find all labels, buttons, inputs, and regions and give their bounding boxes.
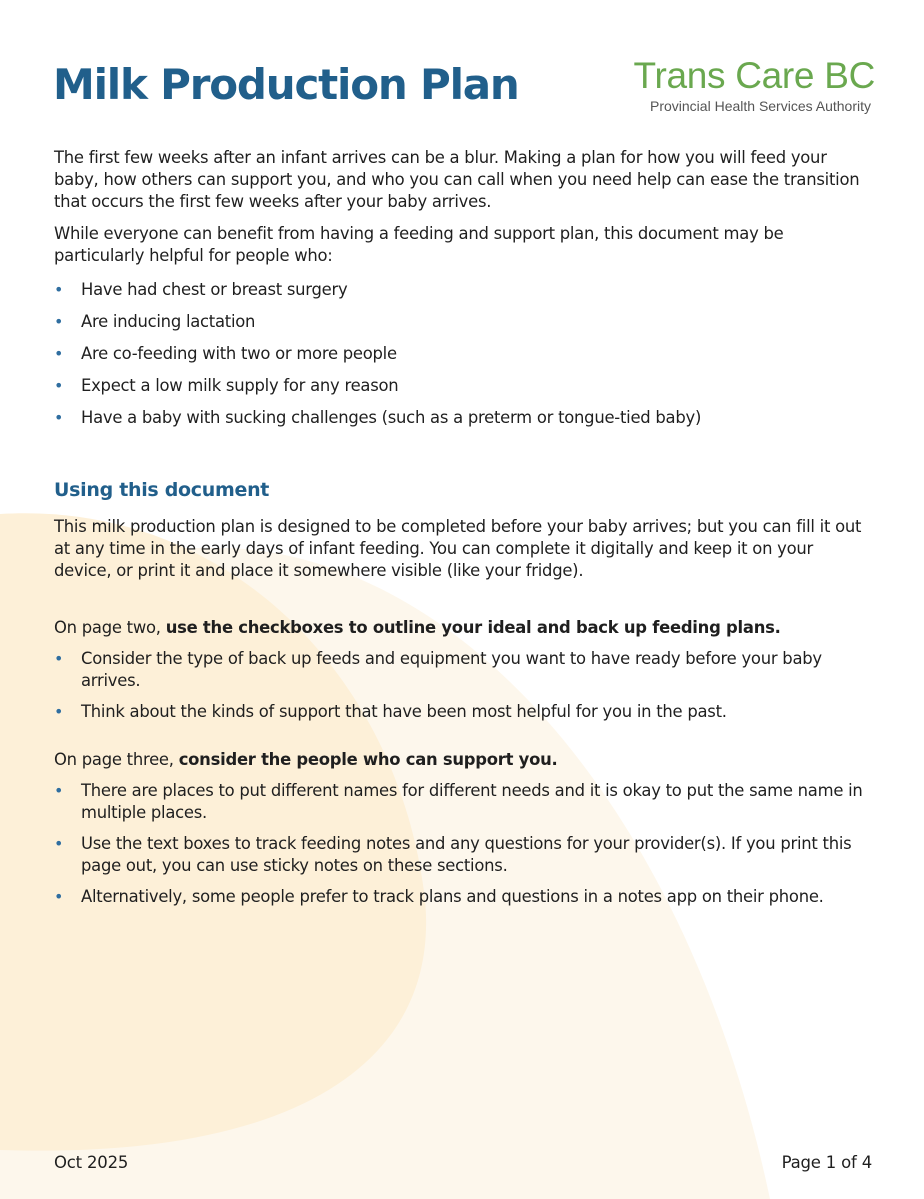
document-body — [54, 147, 874, 917]
logo-subtitle: Provincial Health Services Authority — [650, 98, 871, 114]
list-item: • Expect a low milk supply for any reason — [54, 375, 874, 397]
list-item: • Are inducing lactation — [54, 311, 874, 333]
page-two-prefix: On page two, — [54, 618, 166, 637]
footer-date: Oct 2025 — [54, 1153, 129, 1172]
using-paragraph: This milk production plan is designed to be completed before your baby arrives; but you can fill it out at any time in the early days of infant feeding. You can complete it digitally and keep it on your device, or print it and place it somewhere visible (like your fridge). — [54, 517, 862, 580]
list-item: • Use the text boxes to track feeding notes and any questions for your provider(s). If you print this page out, you can use sticky notes on these sections. — [54, 833, 874, 877]
page-three-emphasis: consider the people who can support you. — [178, 750, 558, 769]
trans-care-bc-logo — [630, 57, 875, 114]
list-item: • Are co-feeding with two or more people — [54, 343, 874, 365]
page-two-paragraph — [54, 617, 874, 639]
audience-list — [54, 279, 874, 429]
intro-paragraph-2: While everyone can benefit from having a feeding and support plan, this document may be particularly helpful for people who: — [54, 224, 784, 265]
footer-page-number: Page 1 of 4 — [781, 1153, 872, 1172]
page-three-prefix: On page three, — [54, 750, 179, 769]
page-three-paragraph — [54, 749, 874, 771]
page-two-emphasis: use the checkboxes to outline your ideal and back up feeding plans. — [165, 618, 781, 637]
page-three-list — [54, 780, 874, 908]
logo-wordmark: Trans Care BC — [633, 55, 875, 96]
page-title: Milk Production Plan — [53, 60, 519, 109]
page-two-list — [54, 648, 874, 723]
list-item: • Consider the type of back up feeds and equipment you want to have ready before your baby arrives. — [54, 648, 874, 692]
list-item: • Think about the kinds of support that have been most helpful for you in the past. — [54, 701, 874, 723]
intro-paragraph-1: The first few weeks after an infant arrives can be a blur. Making a plan for how you will feed your baby, how others can support you, and who you can call when you need help can ease the transition that occurs the first few weeks after your baby arrives. — [54, 148, 860, 211]
list-item: • Have had chest or breast surgery — [54, 279, 874, 301]
section-heading-using: Using this document — [54, 479, 270, 501]
list-item: • There are places to put different names for different needs and it is okay to put the same name in multiple places. — [54, 780, 874, 824]
list-item: • Alternatively, some people prefer to track plans and questions in a notes app on their phone. — [54, 886, 874, 908]
list-item: • Have a baby with sucking challenges (such as a preterm or tongue-tied baby) — [54, 407, 874, 429]
